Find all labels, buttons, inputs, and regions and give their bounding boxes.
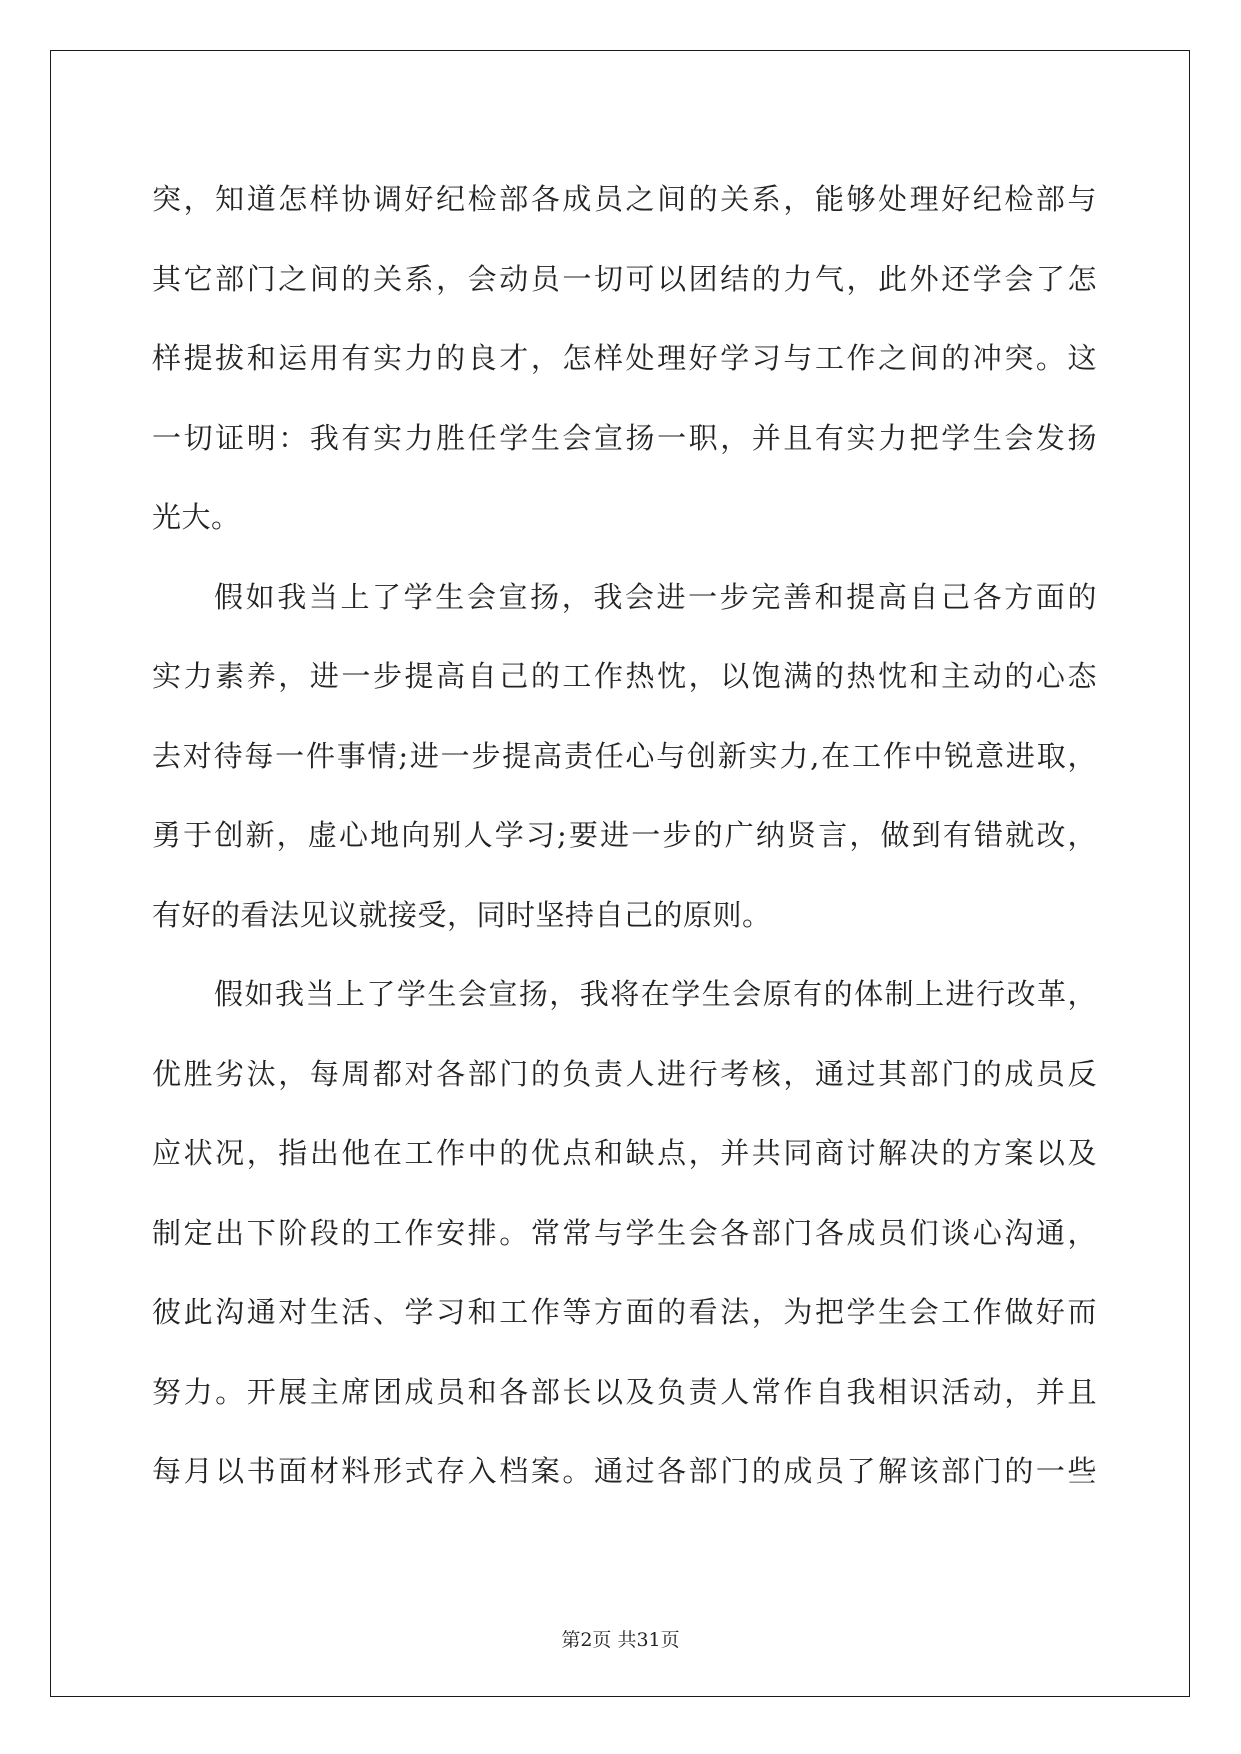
page-number-footer: 第2页 共31页 bbox=[561, 1629, 680, 1651]
text-line: 每月以书面材料形式存入档案。通过各部门的成员了解该部门的一些 bbox=[152, 1454, 1097, 1488]
text-line: 努力。开展主席团成员和各部长以及负责人常作自我相识活动，并且 bbox=[152, 1374, 1097, 1409]
text-line: 去对待每一件事情;进一步提高责任心与创新实力,在工作中锐意进取， bbox=[152, 738, 1097, 773]
text-line: 优胜劣汰，每周都对各部门的负责人进行考核，通过其部门的成员反 bbox=[152, 1056, 1097, 1091]
text-line: 应状况，指出他在工作中的优点和缺点，并共同商讨解决的方案以及 bbox=[152, 1136, 1097, 1170]
document-body bbox=[152, 160, 1097, 1512]
paragraph-start-line: 假如我当上了学生会宣扬，我会进一步完善和提高自己各方面的 bbox=[214, 579, 1097, 614]
text-line: 实力素养，进一步提高自己的工作热忱，以饱满的热忱和主动的心态 bbox=[152, 659, 1097, 693]
text-line: 制定出下阶段的工作安排。常常与学生会各部门各成员们谈心沟通， bbox=[152, 1215, 1097, 1250]
paragraph-start-line: 假如我当上了学生会宣扬，我将在学生会原有的体制上进行改革， bbox=[214, 977, 1097, 1011]
text-line: 有好的看法见议就接受，同时坚持自己的原则。 bbox=[152, 897, 772, 932]
text-line: 光大。 bbox=[152, 500, 241, 534]
text-line: 彼此沟通对生活、学习和工作等方面的看法，为把学生会工作做好而 bbox=[152, 1295, 1097, 1329]
text-line: 样提拔和运用有实力的良才，怎样处理好学习与工作之间的冲突。这 bbox=[152, 341, 1097, 375]
text-line: 突，知道怎样协调好纪检部各成员之间的关系，能够处理好纪检部与 bbox=[152, 182, 1097, 216]
text-line: 一切证明：我有实力胜任学生会宣扬一职，并且有实力把学生会发扬 bbox=[152, 420, 1097, 455]
text-line: 其它部门之间的关系，会动员一切可以团结的力气，此外还学会了怎 bbox=[152, 261, 1097, 296]
text-line: 勇于创新，虚心地向别人学习;要进一步的广纳贤言，做到有错就改， bbox=[152, 818, 1097, 852]
